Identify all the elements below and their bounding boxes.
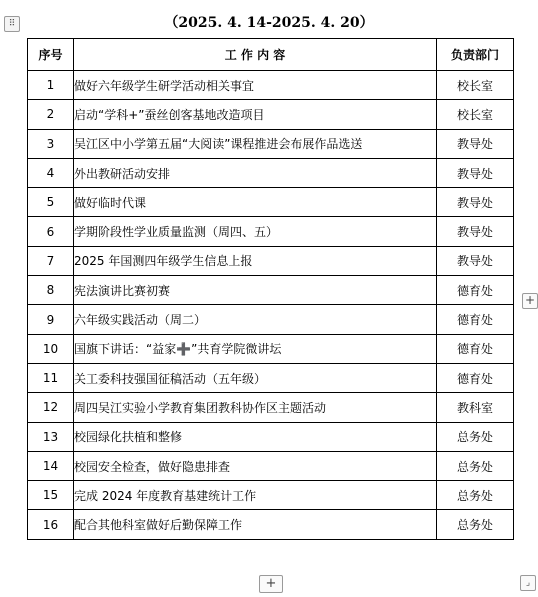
schedule-table (27, 38, 514, 540)
add-column-button[interactable]: + (522, 293, 538, 309)
table-row (28, 334, 514, 363)
row-work-content[interactable]: 宪法演讲比赛初赛 (74, 276, 437, 305)
row-serial-number[interactable]: 10 (28, 334, 74, 363)
row-responsible-dept[interactable]: 校长室 (437, 100, 514, 129)
row-serial-number[interactable]: 13 (28, 422, 74, 451)
row-serial-number[interactable]: 9 (28, 305, 74, 334)
table-header-row (28, 39, 514, 71)
row-work-content[interactable]: 吴江区中小学第五届“大阅读”课程推进会布展作品选送 (74, 129, 437, 158)
row-responsible-dept[interactable]: 德育处 (437, 363, 514, 392)
row-serial-number[interactable]: 15 (28, 481, 74, 510)
page-title: （2025. 4. 14-2025. 4. 20） (164, 15, 374, 31)
row-serial-number[interactable]: 16 (28, 510, 74, 539)
row-responsible-dept[interactable]: 总务处 (437, 481, 514, 510)
row-work-content[interactable]: 周四吴江实验小学教育集团教科协作区主题活动 (74, 393, 437, 422)
row-responsible-dept[interactable]: 总务处 (437, 510, 514, 539)
row-work-content[interactable]: 启动“学科+”蚕丝创客基地改造项目 (74, 100, 437, 129)
row-serial-number[interactable]: 12 (28, 393, 74, 422)
table-row (28, 246, 514, 275)
table-row (28, 363, 514, 392)
header-responsible-dept: 负责部门 (437, 39, 514, 71)
row-serial-number[interactable]: 2 (28, 100, 74, 129)
table-row (28, 71, 514, 100)
row-serial-number[interactable]: 7 (28, 246, 74, 275)
row-serial-number[interactable]: 1 (28, 71, 74, 100)
table-row (28, 276, 514, 305)
row-work-content[interactable]: 完成 2024 年度教育基建统计工作 (74, 481, 437, 510)
row-responsible-dept[interactable]: 教导处 (437, 217, 514, 246)
table-row (28, 422, 514, 451)
row-responsible-dept[interactable]: 教导处 (437, 188, 514, 217)
row-serial-number[interactable]: 4 (28, 158, 74, 187)
row-responsible-dept[interactable]: 教导处 (437, 158, 514, 187)
row-work-content[interactable]: 做好临时代课 (74, 188, 437, 217)
row-serial-number[interactable]: 14 (28, 451, 74, 480)
row-work-content[interactable]: 配合其他科室做好后勤保障工作 (74, 510, 437, 539)
row-work-content[interactable]: 学期阶段性学业质量监测（周四、五） (74, 217, 437, 246)
table-row (28, 393, 514, 422)
table-row (28, 510, 514, 539)
header-work-content: 工 作 内 容 (74, 39, 437, 71)
table-row (28, 451, 514, 480)
row-work-content[interactable]: 校园安全检查，做好隐患排查 (74, 451, 437, 480)
table-row (28, 217, 514, 246)
table-resize-handle-icon[interactable]: ⌟ (520, 575, 536, 591)
header-serial-number: 序号 (28, 39, 74, 71)
table-row (28, 129, 514, 158)
table-row (28, 481, 514, 510)
row-responsible-dept[interactable]: 总务处 (437, 422, 514, 451)
row-work-content[interactable]: 六年级实践活动（周二） (74, 305, 437, 334)
row-responsible-dept[interactable]: 教导处 (437, 129, 514, 158)
table-row (28, 100, 514, 129)
row-work-content[interactable]: 校园绿化扶植和整修 (74, 422, 437, 451)
row-work-content[interactable]: 2025 年国测四年级学生信息上报 (74, 246, 437, 275)
row-work-content[interactable]: 做好六年级学生研学活动相关事宜 (74, 71, 437, 100)
row-work-content[interactable]: 关工委科技强国征稿活动（五年级） (74, 363, 437, 392)
table-move-handle-icon[interactable]: ⠿ (4, 16, 20, 32)
table-row (28, 158, 514, 187)
row-serial-number[interactable]: 11 (28, 363, 74, 392)
row-responsible-dept[interactable]: 德育处 (437, 305, 514, 334)
table-row (28, 188, 514, 217)
row-responsible-dept[interactable]: 德育处 (437, 334, 514, 363)
row-work-content[interactable]: 国旗下讲话：“益家➕”共育学院微讲坛 (74, 334, 437, 363)
row-work-content[interactable]: 外出教研活动安排 (74, 158, 437, 187)
row-responsible-dept[interactable]: 教导处 (437, 246, 514, 275)
row-responsible-dept[interactable]: 教科室 (437, 393, 514, 422)
row-serial-number[interactable]: 8 (28, 276, 74, 305)
row-serial-number[interactable]: 3 (28, 129, 74, 158)
table-row (28, 305, 514, 334)
row-responsible-dept[interactable]: 德育处 (437, 276, 514, 305)
row-serial-number[interactable]: 5 (28, 188, 74, 217)
row-responsible-dept[interactable]: 校长室 (437, 71, 514, 100)
row-serial-number[interactable]: 6 (28, 217, 74, 246)
row-responsible-dept[interactable]: 总务处 (437, 451, 514, 480)
add-row-button[interactable]: + (259, 575, 283, 593)
